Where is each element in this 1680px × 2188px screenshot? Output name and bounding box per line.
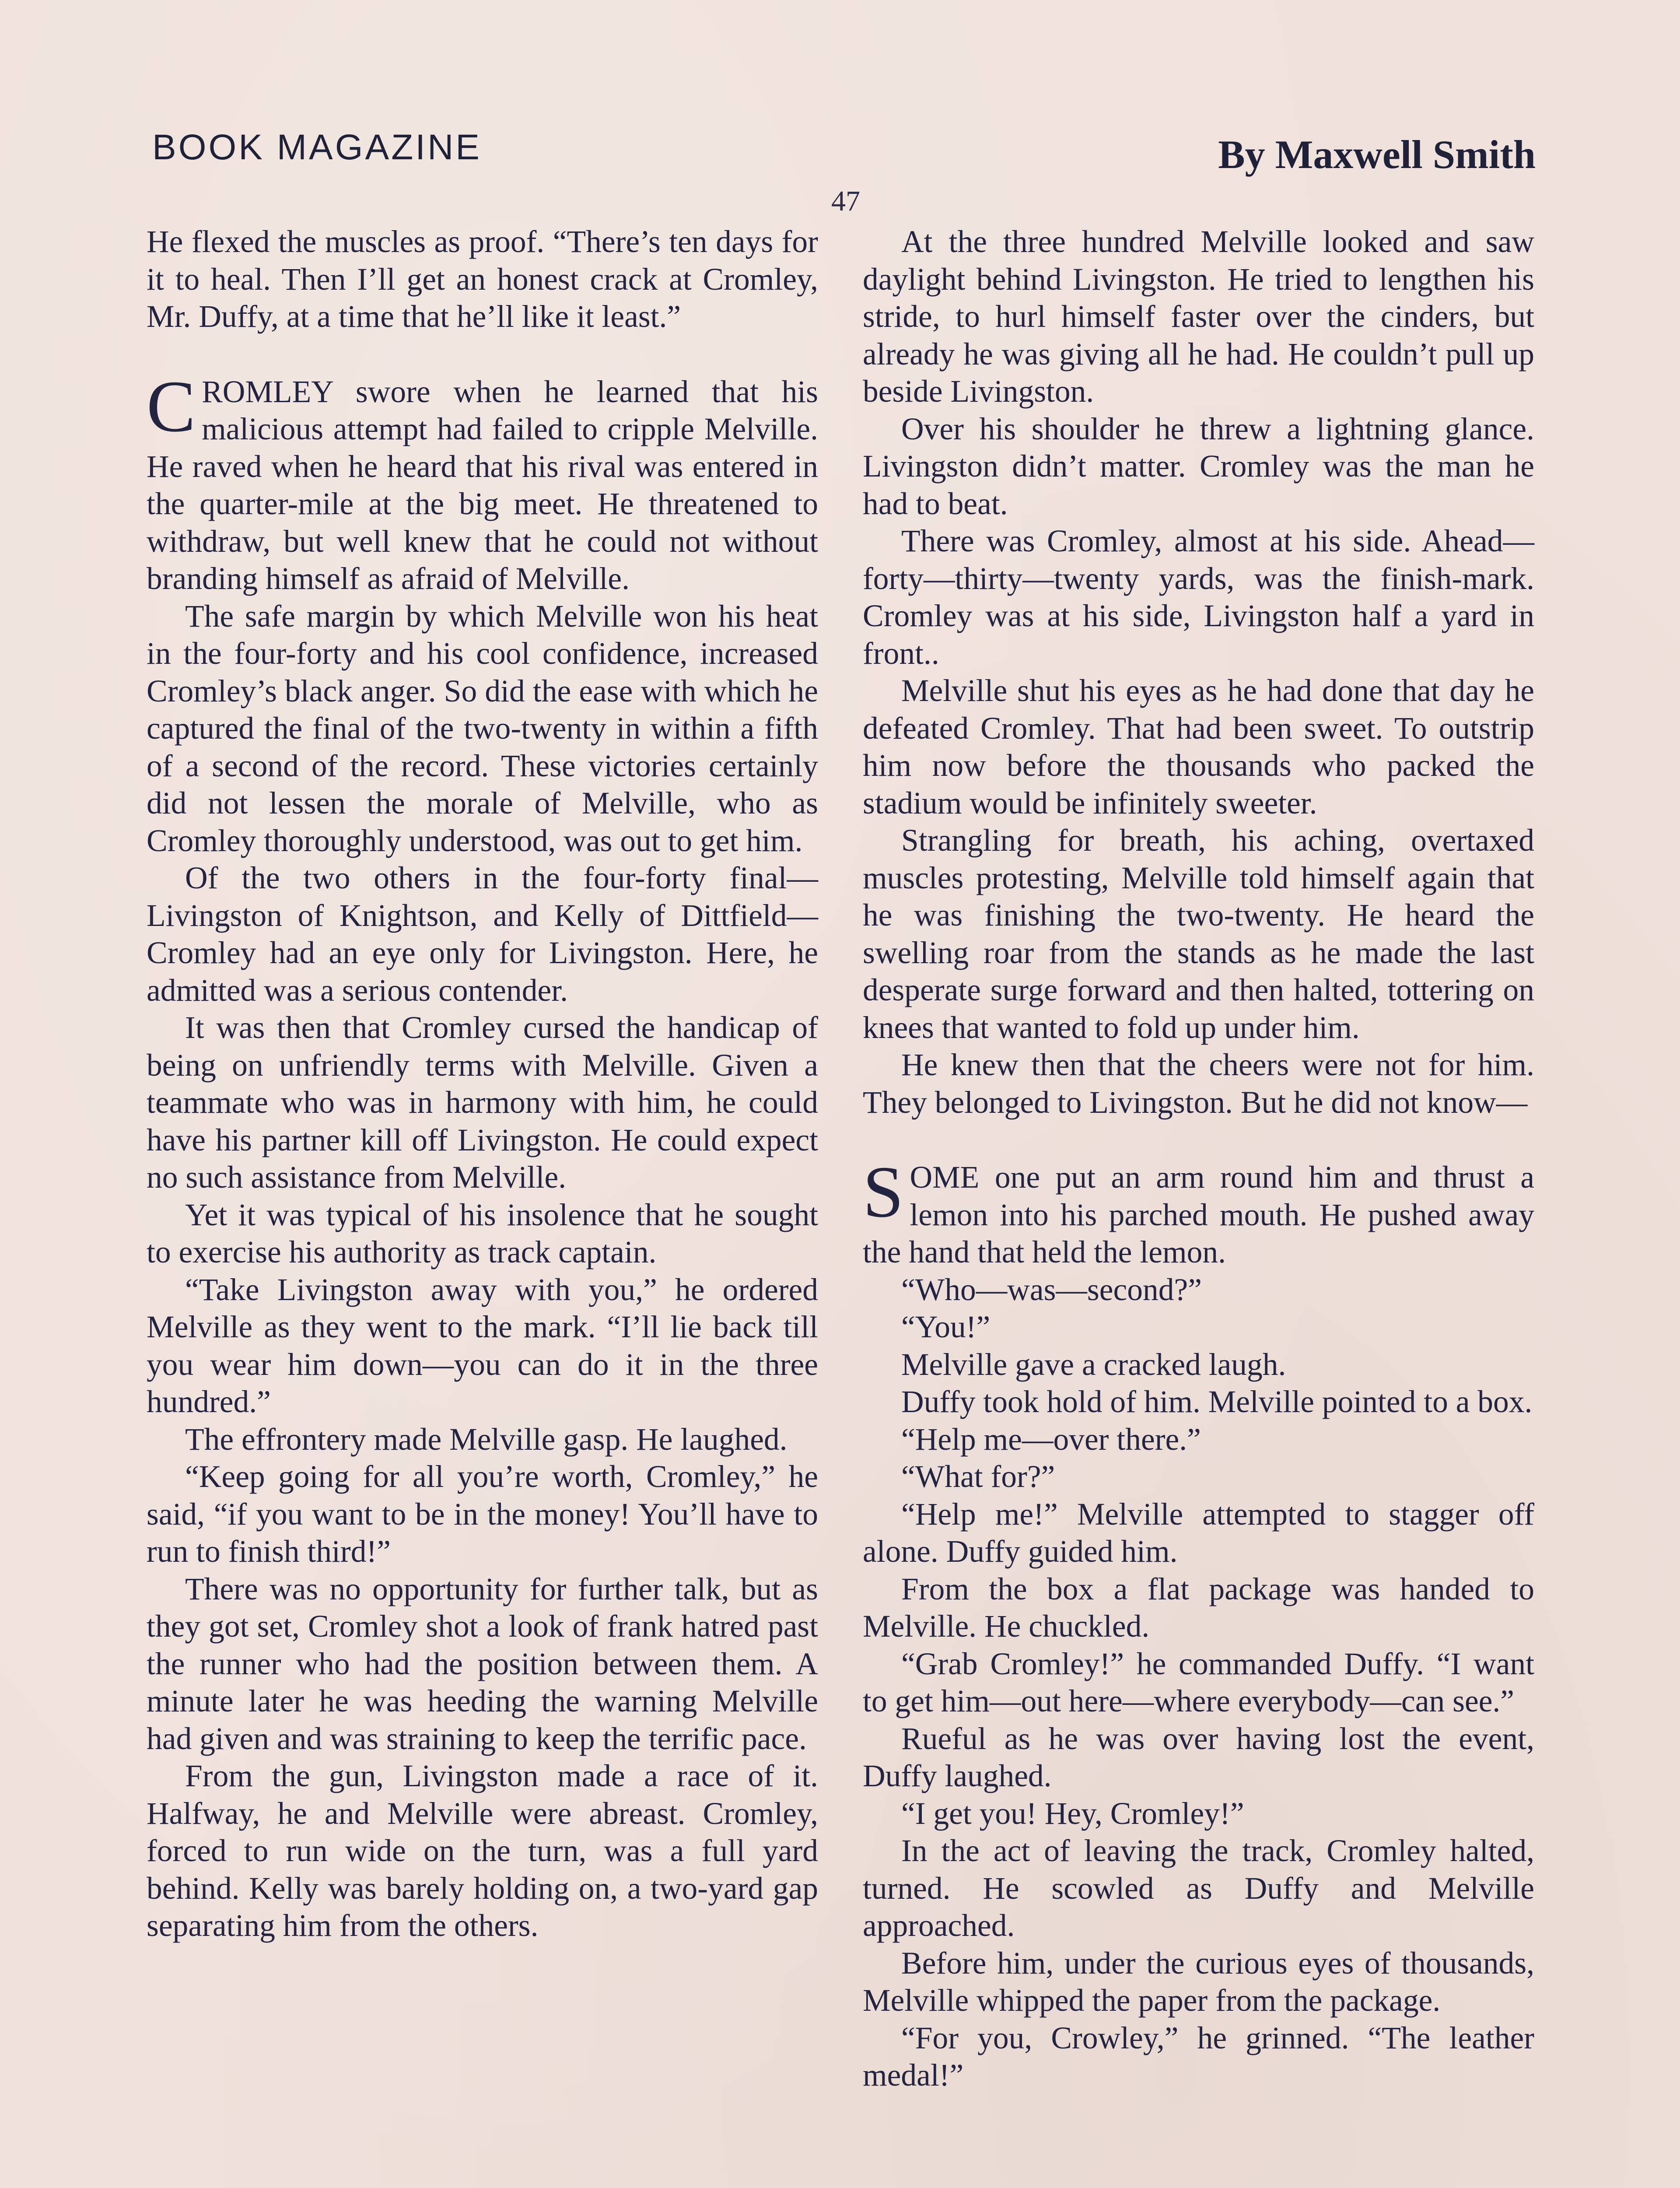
- paragraph: Rueful as he was over having lost the event, Duffy laughed.: [863, 1721, 1534, 1793]
- paragraph: “Help me—over there.”: [901, 1422, 1201, 1457]
- paragraph: Strangling for breath, his aching, overtaxed muscles protesting, Melville told himself again that he was finishing the two-twenty. He heard the swelling roar from the stands as he made the last desperate surge forward and then halted, tottering on knees that wanted to fold up under him.: [863, 823, 1534, 1045]
- paragraph: The effrontery made Melville gasp. He laughed.: [185, 1422, 788, 1457]
- paragraph: The safe margin by which Melville won his heat in the four-forty and his cool confidence, increased Cromley’s black anger. So did the ease with which he captured the final of the two-twenty in within a fifth of a second of the record. These victories certainly did not lessen the morale of Melville, who as Cromley thoroughly understood, was out to get him.: [147, 599, 818, 858]
- paragraph-text: one put an arm round him and thrust a lemon into his parched mouth. He pushed away the hand that held the lemon.: [863, 1160, 1534, 1269]
- paragraph: “Help me!” Melville attempted to stagger off alone. Duffy guided him.: [863, 1497, 1534, 1569]
- right-column: [863, 223, 1534, 2094]
- paragraph: Melville shut his eyes as he had done that day he defeated Cromley. That had been sweet. To outstrip him now before the thousands who packed the stadium would be infinitely sweeter.: [863, 673, 1534, 820]
- paragraph: Of the two others in the four-forty final—Livingston of Knightson, and Kelly of Dittfield—Cromley had an eye only for Livingston. Here, he admitted was a serious contender.: [147, 861, 818, 1008]
- dropcap-paragraph: [147, 365, 818, 598]
- paragraph: He knew then that the cheers were not for him. They belonged to Livingston. But he did not know—: [863, 1048, 1534, 1120]
- drop-cap: C: [147, 365, 196, 447]
- paragraph: In the act of leaving the track, Cromley halted, turned. He scowled as Duffy and Melville approached.: [863, 1834, 1534, 1943]
- paragraph: There was Cromley, almost at his side. Ahead—forty—thirty—twenty yards, was the finish-mark. Cromley was at his side, Livingston half a yard in front..: [863, 524, 1534, 671]
- paragraph: From the gun, Livingston made a race of it. Halfway, he and Melville were abreast. Cromley, forced to run wide on the turn, was a full yard behind. Kelly was barely holding on, a two-yard gap separating him from the others.: [147, 1759, 818, 1943]
- lead-in-caps: OME: [910, 1160, 980, 1195]
- paragraph: “You!”: [901, 1310, 990, 1344]
- left-column: [147, 223, 818, 1945]
- paragraph: There was no opportunity for further talk, but as they got set, Cromley shot a look of frank hatred past the runner who had the position between them. A minute later he was heeding the warning Melville had given and was straining to keep the terrific pace.: [147, 1571, 818, 1756]
- paragraph: From the box a flat package was handed to Melville. He chuckled.: [863, 1571, 1534, 1644]
- paragraph-text: swore when he learned that his malicious attempt had failed to cripple Melville. He raved when he heard that his rival was entered in the quarter-mile at the big meet. He threatened to withdraw, but well knew that he could not without branding himself as afraid of Melville.: [147, 374, 818, 596]
- paragraph: “Keep going for all you’re worth, Cromley,” he said, “if you want to be in the money! You’ll have to run to finish third!”: [147, 1459, 818, 1569]
- author-byline: By Maxwell Smith: [1218, 132, 1536, 177]
- paragraph: Over his shoulder he threw a lightning glance. Livingston didn’t matter. Cromley was the man he had to beat.: [863, 411, 1534, 521]
- paragraph: “Take Livingston away with you,” he ordered Melville as they went to the mark. “I’ll lie back till you wear him down—you can do it in the three hundred.”: [147, 1272, 818, 1419]
- paragraph: “What for?”: [901, 1459, 1055, 1494]
- paragraph: Duffy took hold of him. Melville pointed to a box.: [901, 1385, 1533, 1419]
- paragraph: “I get you! Hey, Cromley!”: [901, 1796, 1244, 1831]
- magazine-title: BOOK MAGAZINE: [152, 127, 482, 167]
- paragraph: It was then that Cromley cursed the handicap of being on unfriendly terms with Melville. Given a teammate who was in harmony with him, he could have his partner kill off Livingston. He could expect no such assistance from Melville.: [147, 1010, 818, 1195]
- paragraph: “Who—was—second?”: [901, 1272, 1202, 1307]
- paragraph: At the three hundred Melville looked and saw daylight behind Livingston. He tried to lengthen his stride, to hurl himself faster over the cinders, but already he was giving all he had. He couldn’t pull up beside Livingston.: [863, 224, 1534, 409]
- drop-cap: S: [863, 1151, 904, 1233]
- lead-in-caps: ROMLEY: [202, 374, 333, 409]
- paragraph: “Grab Cromley!” he commanded Duffy. “I want to get him—out here—where everybody—can see.”: [863, 1646, 1534, 1718]
- paragraph: “For you, Crowley,” he grinned. “The leather medal!”: [863, 2020, 1534, 2093]
- paragraph: He flexed the muscles as proof. “There’s ten days for it to heal. Then I’ll get an honest crack at Cromley, Mr. Duffy, at a time that he’ll like it least.”: [147, 224, 818, 334]
- page-number: 47: [831, 185, 860, 217]
- paragraph: Before him, under the curious eyes of thousands, Melville whipped the paper from the package.: [863, 1946, 1534, 2018]
- dropcap-paragraph: [863, 1151, 1534, 1271]
- paragraph: Melville gave a cracked laugh.: [901, 1347, 1286, 1382]
- paragraph: Yet it was typical of his insolence that he sought to exercise his authority as track captain.: [147, 1197, 818, 1269]
